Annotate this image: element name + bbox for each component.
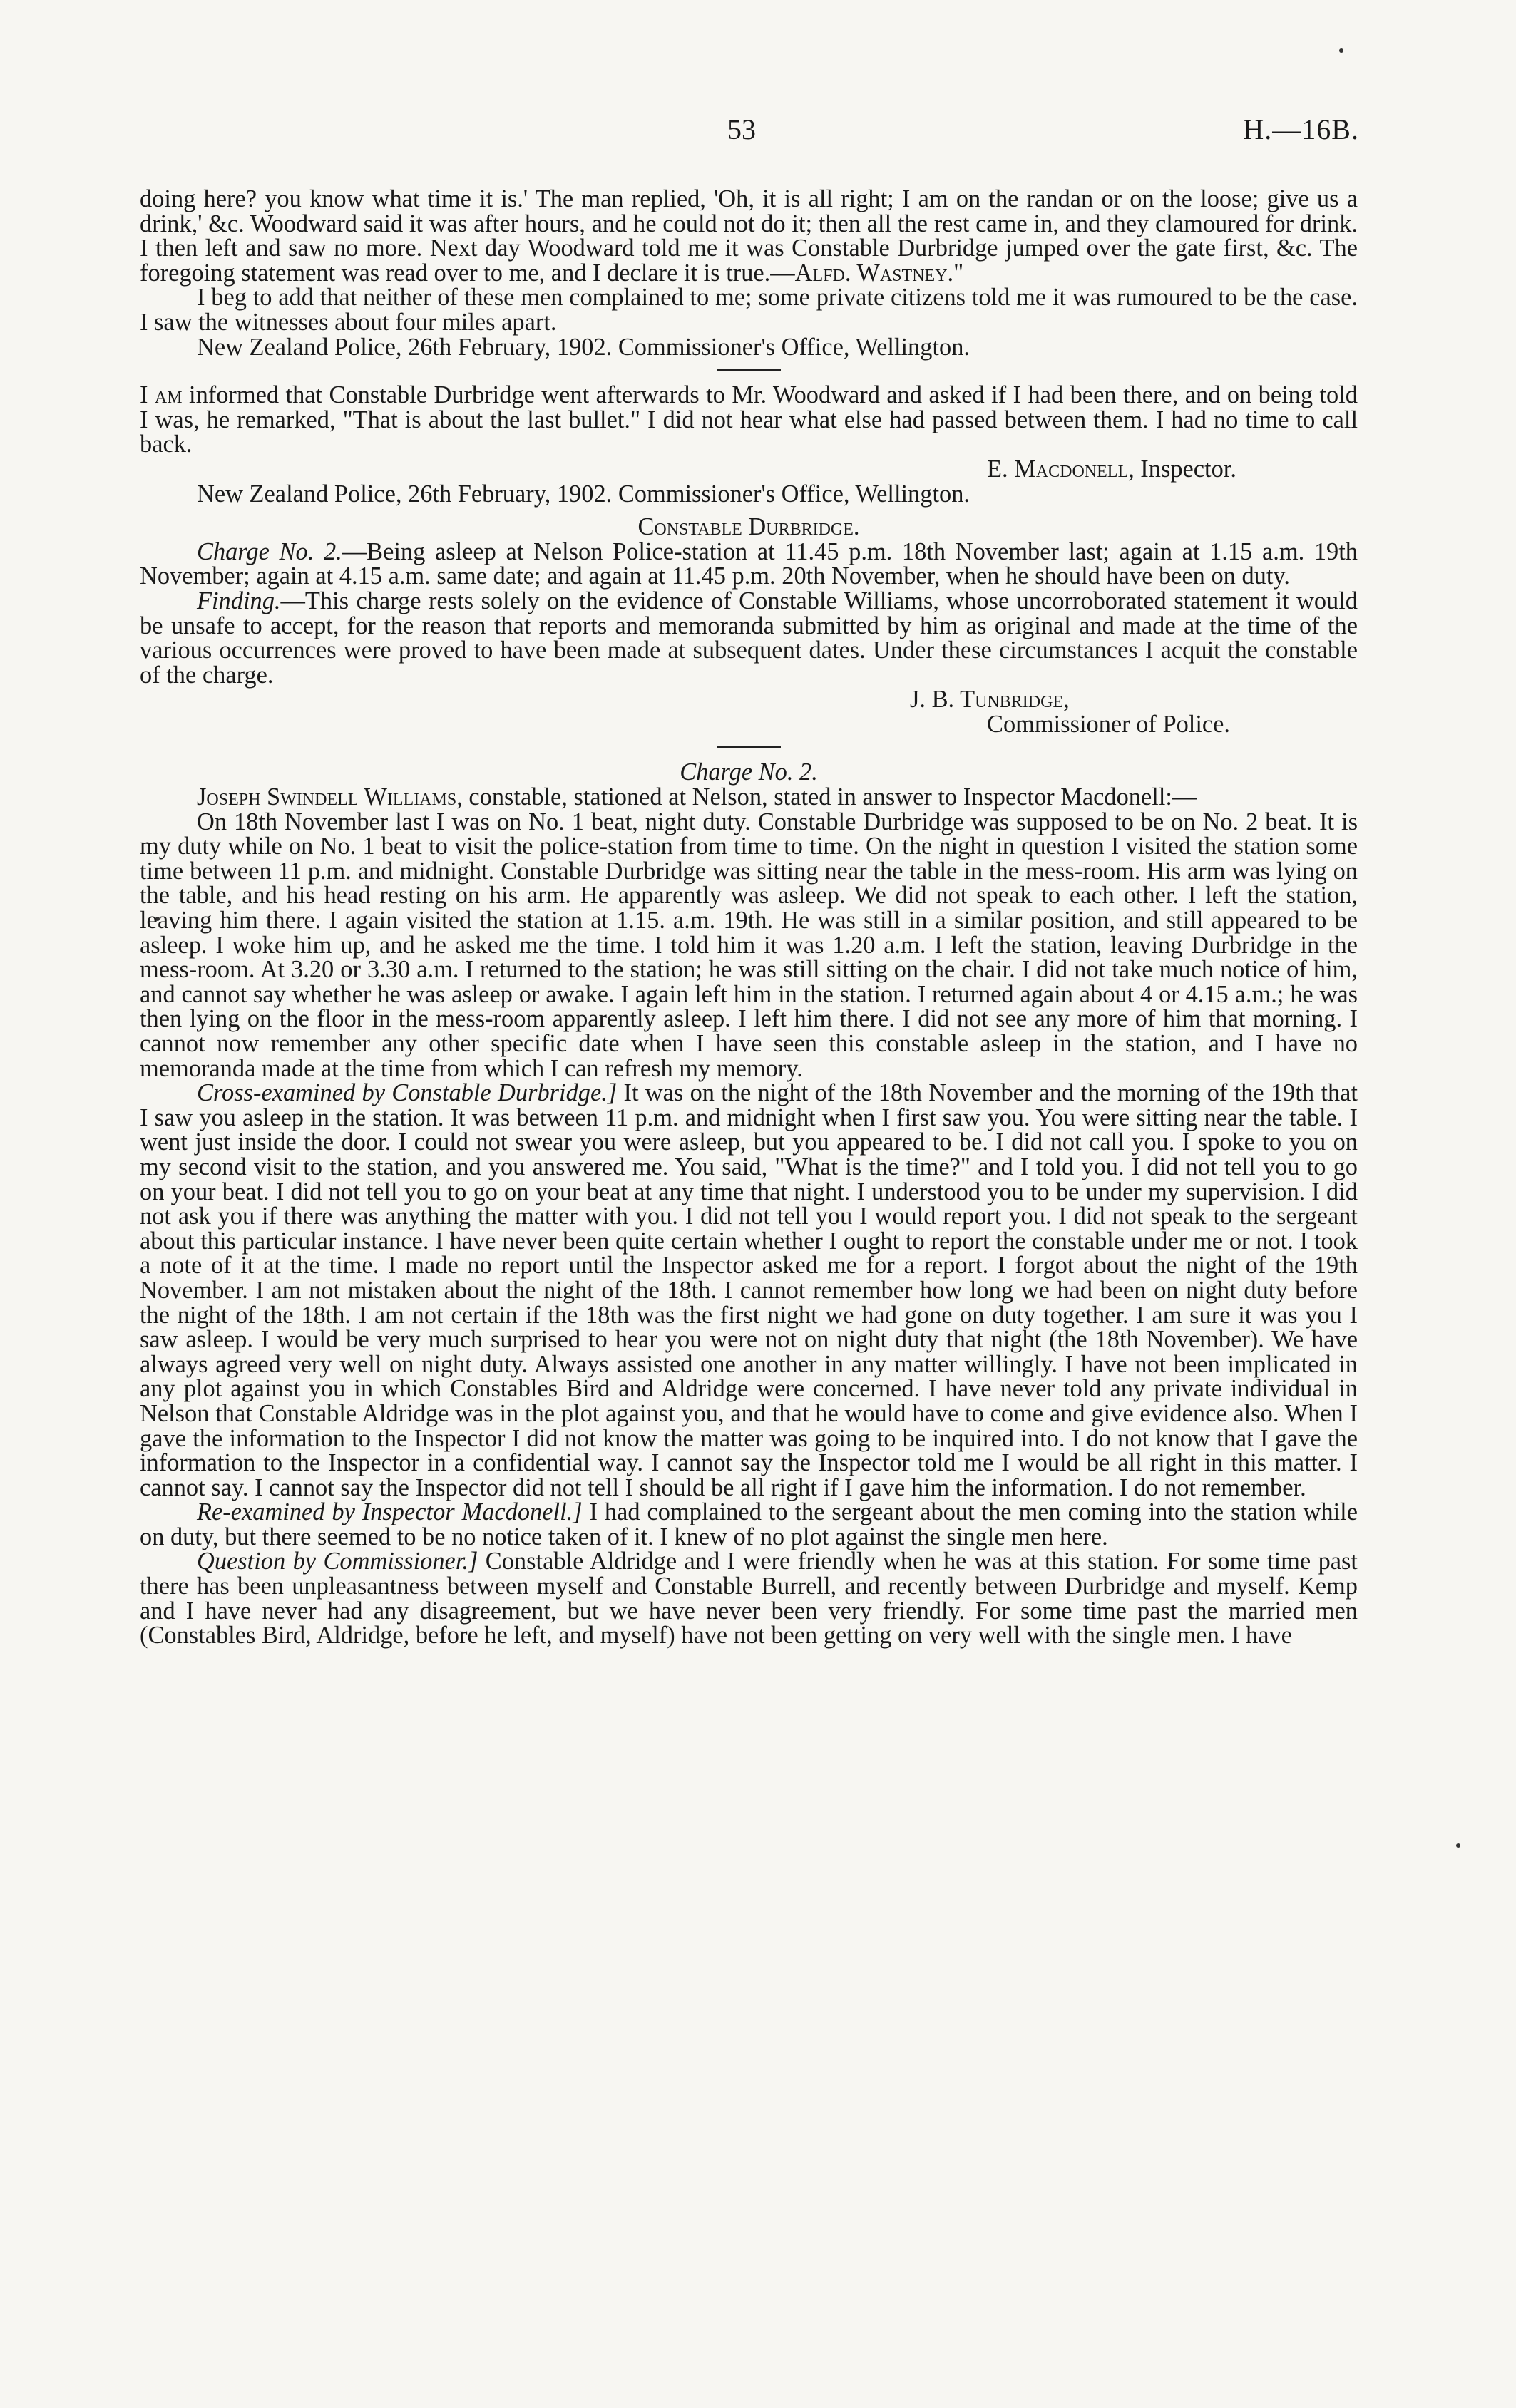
paragraph-charge: Charge No. 2.—Being asleep at Nelson Police-station at 11.45 p.m. 18th November last; again at 1.15 a.m. 19th November; again at 4.15 a.m. same date; and again at 11.45 p.m. 20th November, when he should have been on duty. (140, 537, 1358, 590)
signature-macdonell: E. Macdonell, Inspector. (987, 455, 1236, 483)
dateline-1: New Zealand Police, 26th February, 1902. Commissioner's Office, Wellington. (197, 333, 970, 361)
signature-tunbridge-name: J. B. Tunbridge, (910, 686, 1070, 714)
signature-tunbridge-title: Commissioner of Police. (987, 710, 1231, 738)
signature-wastney: Alfd. Wastney. (794, 259, 954, 287)
dateline-2: New Zealand Police, 26th February, 1902. Commissioner's Office, Wellington. (197, 480, 970, 508)
body-text (140, 187, 1358, 1648)
paragraph-witness-intro: Joseph Swindell Williams, constable, stationed at Nelson, stated in answer to Inspector Macdonell:— (197, 783, 1197, 811)
page-header (0, 113, 1516, 155)
paragraph-re-examination: Re-examined by Inspector Macdonell.] I had complained to the sergeant about the men coming into the station while on duty, but there seemed to be no notice taken of it. I knew of no plot against the single men here. (140, 1498, 1358, 1550)
margin-mark-top (1339, 48, 1343, 53)
paragraph-finding: Finding.—This charge rests solely on the evidence of Constable Williams, whose uncorroborated statement it would be unsafe to accept, for the reason that reports and memoranda submitted by him as original and made at the time of the various occurrences were proved to have been made at subsequent dates. Under these circumstances I acquit the constable of the charge. (140, 587, 1358, 689)
paragraph-commissioner-question: Question by Commissioner.] Constable Aldridge and I were friendly when he was at this station. For some time past there has been unpleasantness between myself and Constable Burrell, and recently between Durbridge and myself. Kemp and I have never had any disagreement, but we have never been very friendly. For some time past the married men (Constables Bird, Aldridge, before he left, and myself) have not been getting on very well with the single men. I have (140, 1548, 1358, 1650)
section-heading-durbridge: Constable Durbridge. (637, 513, 860, 541)
paragraph-statement-end: doing here? you know what time it is.' The man replied, 'Oh, it is all right; I am on the randan or on the loose; give us a drink,' &c. Woodward said it was after hours, and he could not do it; then all the rest came in, and they clamoured for drink. I then left and saw no more. Next day Woodward told me it was Constable Durbridge jumped over the gate first, &c. The foregoing statement was read over to me, and I declare it is true.—Alfd. Wastney." (140, 185, 1358, 287)
paragraph-testimony: On 18th November last I was on No. 1 beat, night duty. Constable Durbridge was supposed to be on No. 2 beat. It is my duty while on No. 1 beat to visit the police-station from time to time. On the night in question I visited the station some time between 11 p.m. and midnight. Constable Durbridge was sitting near the table in the mess-room. His arm was lying on the table, and his head resting on his arm. He apparently was asleep. We did not speak to each other. I left the station, leaving him there. I again visited the station at 1.15. a.m. 19th. He was still in a similar position, and still appeared to be asleep. I woke him up, and he asked me the time. I told him it was 1.20 a.m. I left the station, leaving Durbridge in the mess-room. At 3.20 or 3.30 a.m. I returned to the station; he was still sitting on the chair. I did not take much notice of him, and cannot say whether he was asleep or awake. I again left him in the station. I returned again about 4 or 4.15 a.m.; he was then lying on the floor in the mess-room apparently asleep. I left him there. I did not see any more of him that morning. I cannot now remember any other specific date when I have seen this constable asleep in the station, and I have no memoranda made at the time from which I can refresh my memory. (140, 808, 1358, 1082)
margin-mark-right (1456, 1843, 1460, 1848)
page-number: 53 (727, 113, 756, 145)
document-reference: H.—16B. (1243, 113, 1359, 145)
divider-rule-2 (717, 746, 781, 748)
paragraph-rumour: I beg to add that neither of these men complained to me; some private citizens told me it was rumoured to be the case. I saw the witnesses about four miles apart. (140, 284, 1358, 336)
paragraph-cross-examination: Cross-examined by Constable Durbridge.] It was on the night of the 18th November and the morning of the 19th that I saw you asleep in the station. It was between 11 p.m. and midnight when I first saw you. You were sitting near the table. I went just inside the door. I could not swear you were asleep, but you appeared to be. I did not call you. I spoke to you on my second visit to the station, and you answered me. You said, "What is the time?" and I told you. I did not tell you to go on your beat. I did not tell you to go on your beat at any time that night. I understood you to be under my supervision. I did not ask you if there was anything the matter with you. I did not tell you I would report you. I did not speak to the sergeant about this particular instance. I have never been quite certain whether I ought to report the constable under me or not. I took a note of it at the time. I made no report until the Inspector asked me for a report. I forgot about the night of the 19th November. I am not mistaken about the night of the 18th. I cannot remember how long we had been on night duty before the night of the 18th. I am not certain if the 18th was the first night we had gone on duty together. I am sure it was you I saw asleep. I would be very much surprised to hear you were not on night duty that night (the 18th November). We have always agreed very well on night duty. Always assisted one another in any matter willingly. I have not been implicated in any plot against you in which Constables Bird and Aldridge were concerned. I have never told any private individual in Nelson that Constable Aldridge was in the plot against you, and that he would have to come and give evidence also. When I gave the information to the Inspector I did not know the matter was going to be inquired into. I do not know that I gave the information to the Inspector in a confidential way. I cannot say the Inspector told me I would be all right in this matter. I cannot say. I cannot say the Inspector did not tell I should be all right if I gave him the information. I do not remember. (140, 1079, 1358, 1501)
paragraph-inspector-note: I am informed that Constable Durbridge went afterwards to Mr. Woodward and asked if I had been there, and on being told I was, he remarked, "That is about the last bullet." I did not hear what else had passed between them. I had no time to call back. (140, 381, 1358, 458)
divider-rule (717, 369, 781, 371)
section-heading-charge: Charge No. 2. (680, 758, 818, 786)
